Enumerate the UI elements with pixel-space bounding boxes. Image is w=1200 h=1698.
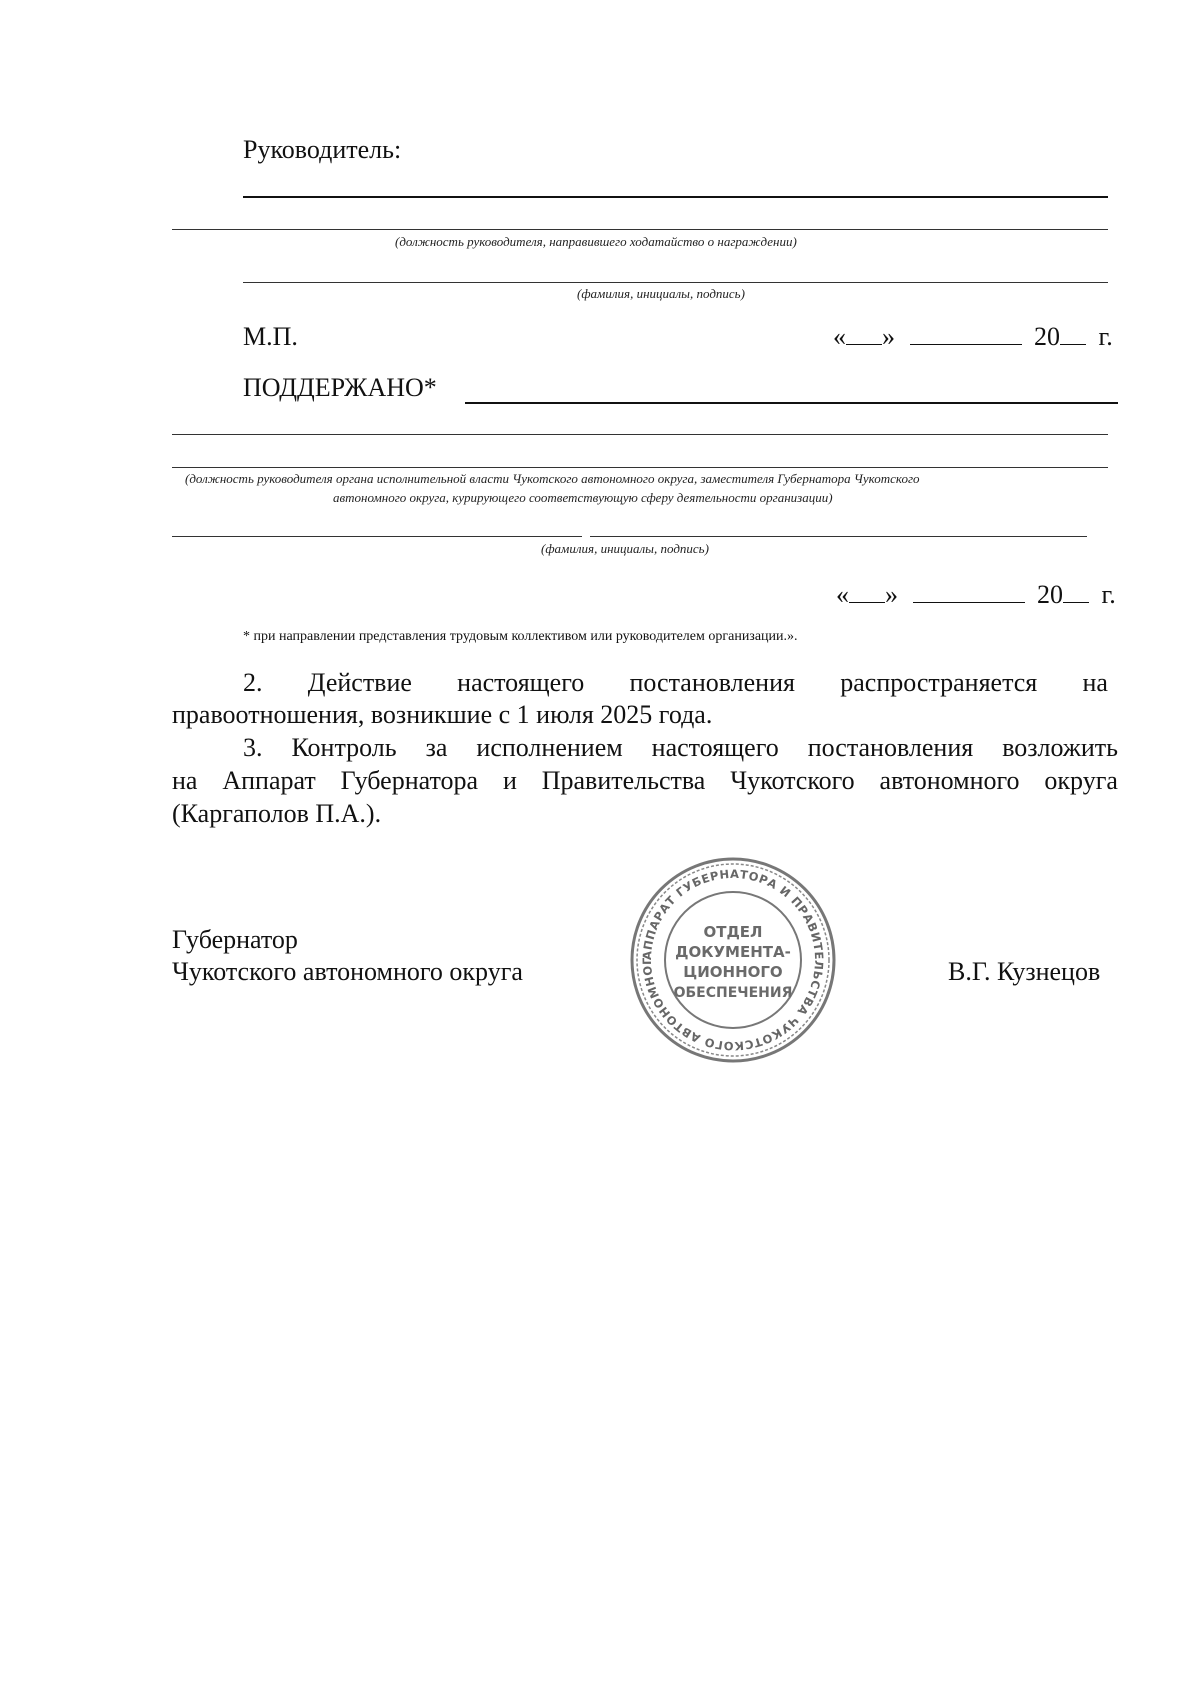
para3-word: возложить — [1002, 733, 1118, 762]
para3-word: на — [172, 766, 198, 795]
date-year-prefix: 20 — [1034, 322, 1060, 351]
para2-line2: правоотношения, возникшие с 1 июля 2025 года. — [172, 700, 713, 729]
para3-word: Правительства — [541, 766, 706, 795]
para3-word: Чукотского — [730, 766, 855, 795]
date-year-suffix: г. — [1098, 322, 1113, 351]
para3-word: округа — [1044, 766, 1118, 795]
signatory-name: В.Г. Кузнецов — [948, 957, 1101, 986]
date-close-quote: » — [882, 322, 895, 351]
para3-word: автономного — [879, 766, 1020, 795]
para3-word: и — [502, 766, 517, 795]
para2-word: 2. — [243, 668, 263, 697]
supported-line-3 — [172, 467, 1108, 468]
head-position-line — [243, 196, 1108, 198]
supporter-name-caption: (фамилия, инициалы, подпись) — [541, 541, 709, 556]
signatory-title-line2: Чукотского автономного округа — [172, 957, 523, 986]
date-open-quote: « — [833, 322, 846, 351]
date-year-suffix-2: г. — [1101, 580, 1116, 609]
supported-label: ПОДДЕРЖАНО* — [243, 373, 437, 402]
para3-line1 — [243, 733, 1118, 763]
para3-line3: (Каргаполов П.А.). — [172, 799, 382, 828]
date-close-quote-2: » — [885, 580, 898, 609]
para3-word: Контроль — [291, 733, 397, 762]
supporter-name-line-left — [172, 536, 582, 537]
stamp-center-line4: ОБЕСПЕЧЕНИЯ — [673, 985, 793, 1001]
name-line — [243, 282, 1108, 283]
para2-line1 — [243, 668, 1108, 698]
para2-word: распространяется — [840, 668, 1038, 697]
supporter-caption-1: (должность руководителя органа исполнительной власти Чукотского автономного округа, заместителя Губернатора Чукотского — [185, 471, 920, 486]
head-position-line-2 — [172, 229, 1108, 230]
date-year-prefix-2: 20 — [1037, 580, 1063, 609]
para3-word: постановления — [807, 733, 974, 762]
date-row-1 — [833, 322, 1113, 352]
para3-line2 — [172, 766, 1118, 796]
stamp-center-line2: ДОКУМЕНТА- — [675, 943, 791, 961]
head-label: Руководитель: — [243, 135, 402, 164]
date-row-2 — [836, 580, 1116, 610]
position-caption: (должность руководителя, направившего ходатайство о награждении) — [395, 234, 797, 249]
stamp-center-line3: ЦИОННОГО — [683, 963, 783, 981]
supporter-caption-2: автономного округа, курирующего соответствующую сферу деятельности организации) — [333, 490, 833, 505]
supporter-name-line-right — [590, 536, 1087, 537]
para2-word: настоящего — [457, 668, 585, 697]
supported-line — [465, 402, 1118, 404]
para2-word: Действие — [307, 668, 412, 697]
para2-word: постановления — [629, 668, 795, 697]
official-stamp — [628, 855, 838, 1065]
stamp-ring-text: АППАРАТ ГУБЕРНАТОРА И ПРАВИТЕЛЬСТВА ЧУКОТСКОГО АВТОНОМНОГ — [639, 866, 827, 1054]
para3-word: за — [425, 733, 448, 762]
supported-line-2 — [172, 434, 1108, 435]
stamp-seal-icon — [628, 855, 838, 1065]
stamp-center-line1: ОТДЕЛ — [703, 923, 763, 941]
footnote: * при направлении представления трудовым коллективом или руководителем организации.». — [243, 629, 798, 644]
date-open-quote-2: « — [836, 580, 849, 609]
signatory-title-line1: Губернатор — [172, 925, 298, 954]
para3-word: 3. — [243, 733, 263, 762]
para3-word: настоящего — [651, 733, 779, 762]
para3-word: Аппарат — [222, 766, 316, 795]
para3-word: Губернатора — [340, 766, 479, 795]
mp-label: М.П. — [243, 322, 298, 351]
name-caption: (фамилия, инициалы, подпись) — [577, 286, 745, 301]
para3-word: исполнением — [476, 733, 623, 762]
para2-word: на — [1082, 668, 1108, 697]
